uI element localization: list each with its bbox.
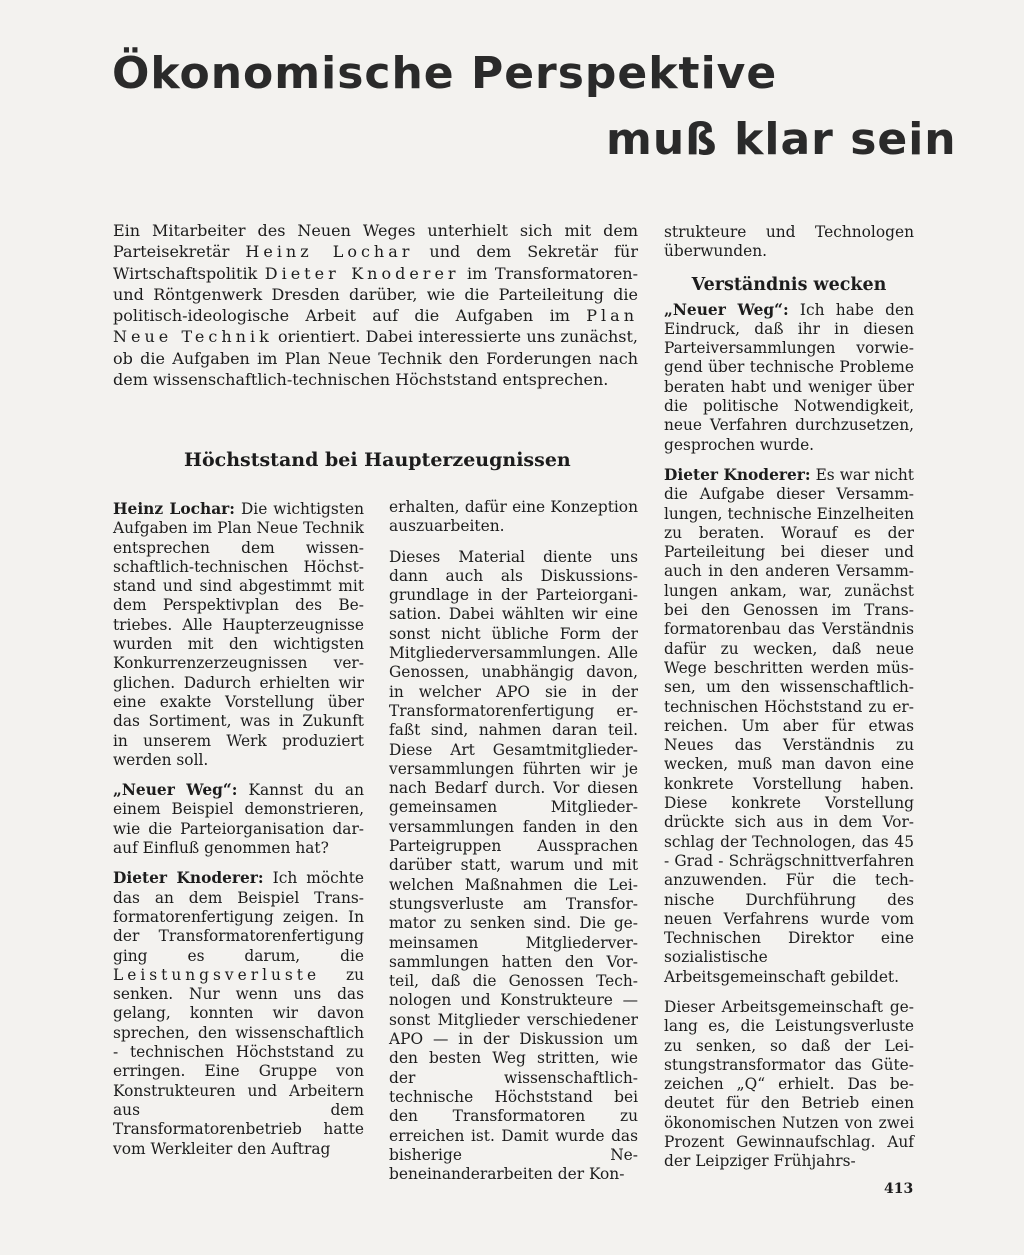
speaker-label: Heinz Lochar: [113,500,235,518]
section-heading-verstaendnis: Verständnis wecken [691,274,887,295]
paragraph: Dieser Arbeitsgemeinschaft gelang es, die Leistungsverluste zu senken, so daß der Leistungstransformator das Gütezeichen „Q“ erhielt. Das bedeutet für den Betrieb einen ökonomischen Nutzen von zwei Prozent Gewinnaufschlag. Auf der Leipziger Frühjahrs- [664,997,914,1171]
paragraph-text: Kannst du an einem Beispiel demonstrieren, wie die Parteiorganisation darauf Einfluß genommen hat? [113,781,364,858]
paragraph-text: zu senken. Nur wenn uns das gelang, konnten wir davon sprechen, den wissenschaftlich - technischen Höchststand zu erringen. Eine Gruppe von Konstrukteuren und Arbeitern aus dem Transformatorenbetrieb hatte vom Werkleiter den Auftrag [113,965,364,1158]
column-3 [664,223,914,1172]
page-number: 413 [884,1181,914,1197]
speaker-label: Dieter Knoderer: [113,869,264,888]
spaced-emphasis: Leistungsverluste [113,965,321,984]
paragraph: erhalten, dafür eine Konzeption auszuarbeiten. [389,498,638,536]
paragraph-text: Es war nicht die Aufgabe dieser Versammlungen, technische Einzelheiten zu beraten. Worauf es der Parteileitung bei dieser und auch in den anderen Versammlungen ankam, war, zunächst bei den Genossen im Transformatorenbau das Verständnis dafür zu wecken, daß neue Wege beschritten werden müssen, um den wissenschaftlichtechnischen Höchststand zu erreichen. Um aber für etwas Neues das Verständnis zu wecken, muß man davon eine konkrete Vorstellung haben. Diese konkrete Vorstellung drückte sich aus in dem Vorschlag der Technologen, das 45 - Grad - Schrägschnittverfahren anzuwenden. Für die technische Durchführung des neuen Verfahrens wurde vom Technischen Direktor eine sozialistische Arbeitsgemeinschaft gebildet. [664,465,914,986]
speaker-label: „Neuer Weg“: [113,781,238,800]
paragraph [664,301,914,455]
section-heading-hoechststand: Höchststand bei Haupterzeugnissen [184,449,571,471]
paragraph [113,781,364,858]
speaker-label: „Neuer Weg“: [664,300,789,319]
intro-plan-neue-technik: Plan Neue Technik [113,306,638,347]
paragraph [113,500,364,770]
intro-text-3: im Transformatoren- und Röntgenwerk Dresden darüber, wie die Parteileitung die politisch-ideologische Arbeit auf die Aufgaben im [113,263,638,326]
intro-paragraph [113,220,638,390]
paragraph [664,466,914,987]
paragraph-text: Die wichtigsten Aufgaben im Plan Neue Technik entsprechen dem wissenschaftlich-technischen Höchststand und sind abgestimmt mit dem Perspektivplan des Betriebes. Alle Haupterzeugnisse wurden mit den wichtigsten Konkurrenzerzeugnissen verglichen. Dadurch erhielten wir eine exakte Vorstellung über das Sortiment, was in Zukunft in unserem Werk produziert werden soll. [113,500,364,769]
paragraph-text: Ich habe den Eindruck, daß ihr in diesen Parteiversammlungen vorwiegend über technische Probleme beraten habt und weniger über die politische Notwendigkeit, neue Verfahren durchzusetzen, gesprochen wurde. [664,300,914,454]
intro-name-knoderer: Dieter Knoderer [264,263,460,283]
intro-name-lochar: Heinz Lochar [245,242,414,262]
headline-line-1: Ökonomische Perspektive [112,48,778,99]
speaker-label: Dieter Knoderer: [664,465,811,484]
headline-line-2: muß klar sein [606,114,957,165]
paragraph-text: Ich möchte das an dem Beispiel Transformatorenfertigung zeigen. In der Transformatorenfertigung ging es darum, die [113,869,364,965]
intro-text-1: Ein Mitarbeiter des Neuen Weges unterhielt sich mit dem Parteisekretär [113,221,638,262]
column-1 [113,500,364,1159]
paragraph [113,869,364,1158]
column-2 [389,498,638,1184]
intro-text-2: und dem Sekretär für Wirtschaftspolitik [113,242,638,283]
paragraph: Dieses Material diente uns dann auch als Diskussionsgrundlage in der Parteiorganisation. Dabei wählten wir eine sonst nicht übliche Form der Mitgliederversammlungen. Alle Genossen, unabhängig davon, in welcher APO sie in der Transformatorenfertigung erfaßt sind, nahmen daran teil. Diese Art Gesamtmitgliederversammlungen führten wir je nach Bedarf durch. Vor diesen gemeinsamen Mitgliederversammlungen fanden in den Parteigruppen Aussprachen darüber statt, warum und mit welchen Maßnahmen die Leistungsverluste am Transformator zu senken sind. Die gemeinsamen Mitgliederversammlungen hatten den Vorteil, daß die Genossen Technologen und Konstrukteure — sonst Mitglieder verschiedener APO — in der Diskussion um den besten Weg stritten, wie der wissenschaftlich-technische Höchststand bei den Transformatoren zu erreichen ist. Damit wurde das bisherige Nebeneinanderarbeiten der Kon- [389,547,638,1184]
intro-text-4: orientiert. Dabei interessierte uns zunächst, ob die Aufgaben im Plan Neue Technik den Forderungen nach dem wissenschaftlich-technischen Höchststand entsprechen. [113,327,638,390]
paragraph: strukteure und Technologen überwunden. [664,223,914,261]
